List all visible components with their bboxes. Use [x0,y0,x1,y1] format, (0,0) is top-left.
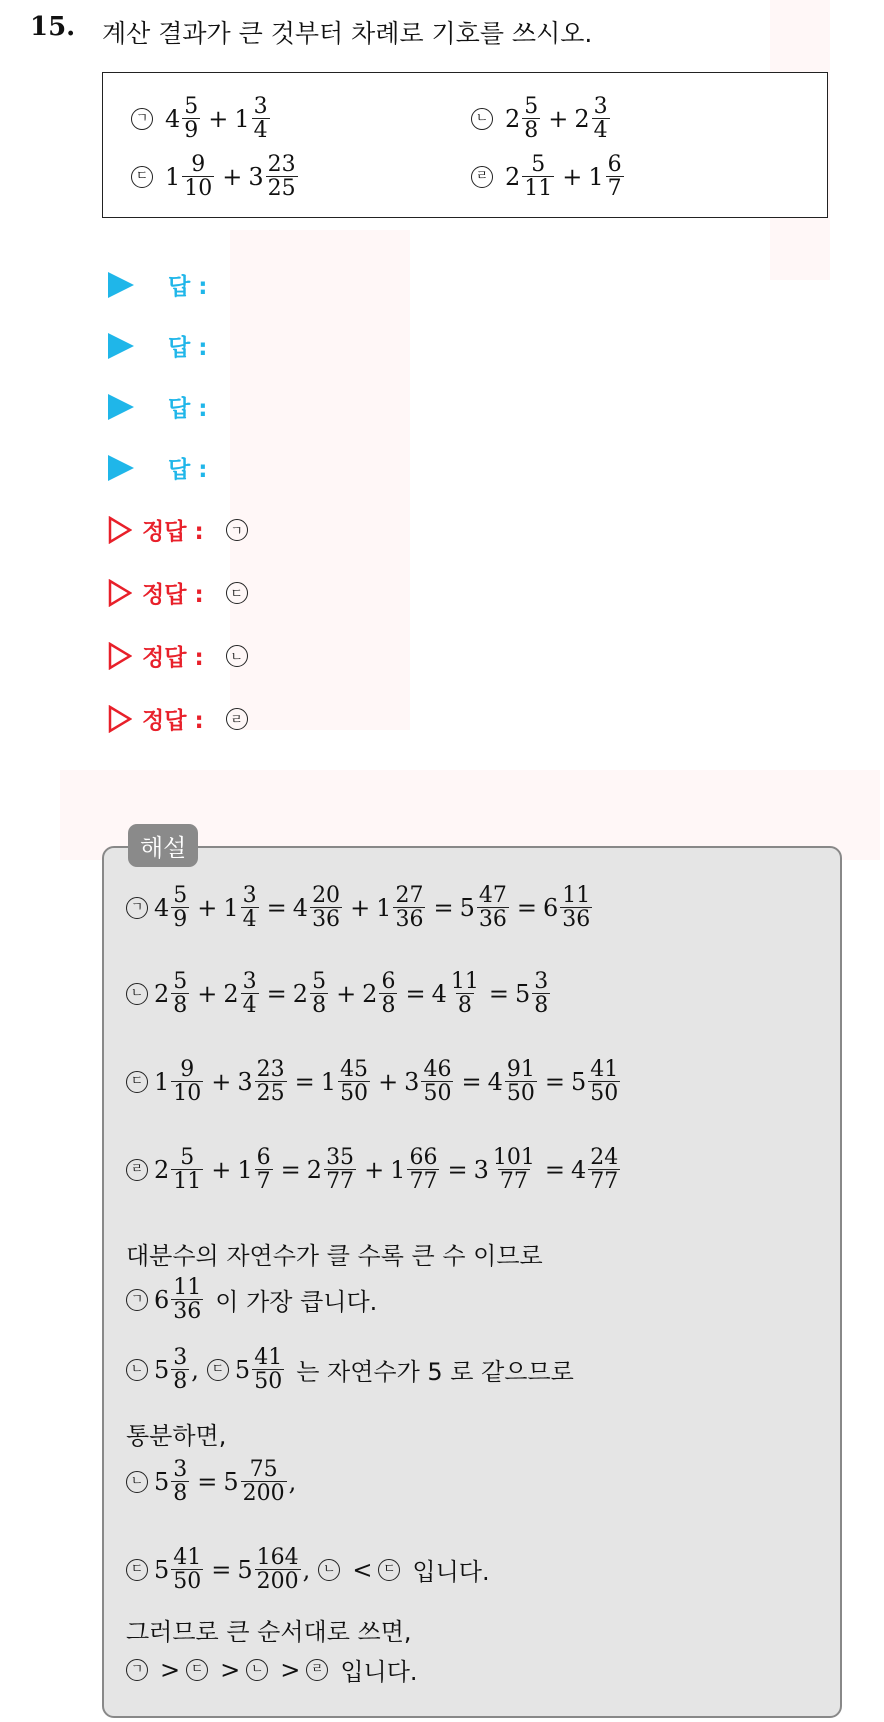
mark-icon: ㄱ [126,1659,148,1681]
mark-icon: ㄷ [186,1659,208,1681]
answer-row-2[interactable] [108,329,207,362]
solution-text-6: 그러므로 큰 순서대로 쓰면, [126,1618,412,1646]
solution-text-1: 대분수의 자연수가 클 수록 큰 수 이므로 [126,1242,543,1270]
solution-text-7: 입니다. [340,1658,418,1686]
play-icon [108,272,134,298]
mark-icon: ㄴ [471,108,493,130]
solution-line-order: ㄱ > ㄷ > ㄴ > ㄹ 입니다. [126,1652,418,1687]
options-box [102,72,828,218]
option-c: ㄷ 1 $\frac{9}{10}$ + 3 $\frac{23}{25}$ [131,153,300,200]
mark-icon: ㄷ [126,1559,148,1581]
mark-icon: ㄹ [306,1659,328,1681]
whole: 3 [248,162,264,191]
solution-line-largest: ㄱ 6 $\frac{11}{36}$ 이 가장 큽니다. [126,1276,377,1323]
correct-row-3 [108,639,248,672]
mark-icon: ㄹ [471,166,493,188]
correct-value: ㄱ [226,519,248,541]
background-block [230,230,410,730]
mark-icon: ㄷ [126,1071,148,1093]
fraction: $\frac{3}{4}$ [253,94,268,144]
mark-icon: ㄱ [131,108,153,130]
mark-icon: ㄹ [126,1159,148,1181]
whole: 1 [588,162,604,191]
answer-label: 답 : [168,396,208,422]
question-number: 15. [30,12,76,42]
answer-row-1[interactable] [108,268,207,301]
fraction: $\frac{6}{7}$ [607,152,622,202]
solution-line-compare: ㄴ 5 $\frac{3}{8}$ , ㄷ 5 $\frac{41}{50}$ 는 자연수가 5 로 같으므로 [126,1346,574,1393]
solution-tag: 해설 [128,824,198,867]
fraction: $\frac{9}{10}$ [184,152,213,202]
solution-line-b: ㄴ 2 $\frac{5}{8}$ + 2 $\frac{3}{4}$ = 2 $\frac{5}{8}$ + 2 $\frac{6}{8}$ = 4 $\frac{11}{8}$ = 5 $\frac{3}{8}$ [126,970,552,1017]
answer-label: 답 : [168,457,208,483]
solution-line-a: ㄱ 4 $\frac{5}{9}$ + 1 $\frac{3}{4}$ = 4 $\frac{20}{36}$ + 1 $\frac{27}{36}$ = 5 $\frac{47}{36}$ = 6 $\frac{11}{36}$ [126,884,594,931]
fraction: $\frac{5}{8}$ [524,94,539,144]
answer-label: 답 : [168,335,208,361]
correct-row-1 [108,513,248,546]
solution-line-c: ㄷ 1 $\frac{9}{10}$ + 3 $\frac{23}{25}$ = 1 $\frac{45}{50}$ + 3 $\frac{46}{50}$ = 4 $\frac{91}{50}$ = 5 $\frac{41}{50}$ [126,1058,622,1105]
correct-row-2 [108,576,248,609]
triangle-outline-icon [108,579,132,607]
correct-label: 정답 : [142,519,204,545]
answer-row-3[interactable] [108,390,207,423]
triangle-outline-icon [108,705,132,733]
play-icon [108,333,134,359]
solution-text-2: 이 가장 큽니다. [215,1288,378,1317]
correct-value: ㄷ [226,582,248,604]
triangle-outline-icon [108,642,132,670]
whole: 1 [234,104,250,133]
whole: 1 [165,162,181,191]
correct-label: 정답 : [142,582,204,608]
correct-value: ㄴ [226,645,248,667]
play-icon [108,455,134,481]
answer-label: 답 : [168,274,208,300]
whole: 4 [165,104,181,133]
fraction: $\frac{3}{4}$ [593,94,608,144]
mark-icon: ㄱ [126,1289,148,1311]
question-text: 계산 결과가 큰 것부터 차례로 기호를 쓰시오. [102,19,593,48]
solution-line-convert-c: ㄷ 5 $\frac{41}{50}$ = 5 $\frac{164}{200}$ , ㄴ < ㄷ 입니다. [126,1546,490,1593]
correct-label: 정답 : [142,708,204,734]
whole: 2 [505,104,521,133]
whole: 2 [505,162,521,191]
play-icon [108,394,134,420]
fraction: $\frac{5}{9}$ [184,94,199,144]
triangle-outline-icon [108,516,132,544]
mark-icon: ㄴ [126,983,148,1005]
mark-icon: ㄴ [318,1559,340,1581]
answer-row-4[interactable] [108,451,207,484]
fraction: $\frac{5}{11}$ [524,152,553,202]
mark-icon: ㄱ [126,897,148,919]
option-a: ㄱ 4 $\frac{5}{9}$ + 1 $\frac{3}{4}$ [131,95,272,142]
correct-row-4 [108,702,248,735]
correct-label: 정답 : [142,645,204,671]
whole: 2 [574,104,590,133]
mark-icon: ㄴ [246,1659,268,1681]
solution-text-5: 입니다. [412,1558,490,1587]
solution-text-3: 는 자연수가 5 로 같으므로 [296,1358,574,1387]
solution-text-4: 통분하면, [126,1422,227,1450]
option-d: ㄹ 2 $\frac{5}{11}$ + 1 $\frac{6}{7}$ [471,153,626,200]
mark-icon: ㄴ [126,1471,148,1493]
fraction: $\frac{23}{25}$ [267,152,296,202]
solution-line-d: ㄹ 2 $\frac{5}{11}$ + 1 $\frac{6}{7}$ = 2 $\frac{35}{77}$ + 1 $\frac{66}{77}$ = 3 $\frac{101}{77}$ = 4 $\frac{24}{77}$ [126,1146,622,1193]
option-b: ㄴ 2 $\frac{5}{8}$ + 2 $\frac{3}{4}$ [471,95,612,142]
mark-icon: ㄷ [131,166,153,188]
mark-icon: ㄷ [378,1559,400,1581]
correct-value: ㄹ [226,708,248,730]
mark-icon: ㄷ [207,1359,229,1381]
mark-icon: ㄴ [126,1359,148,1381]
solution-line-convert-b: ㄴ 5 $\frac{3}{8}$ = 5 $\frac{75}{200}$ , [126,1458,296,1505]
